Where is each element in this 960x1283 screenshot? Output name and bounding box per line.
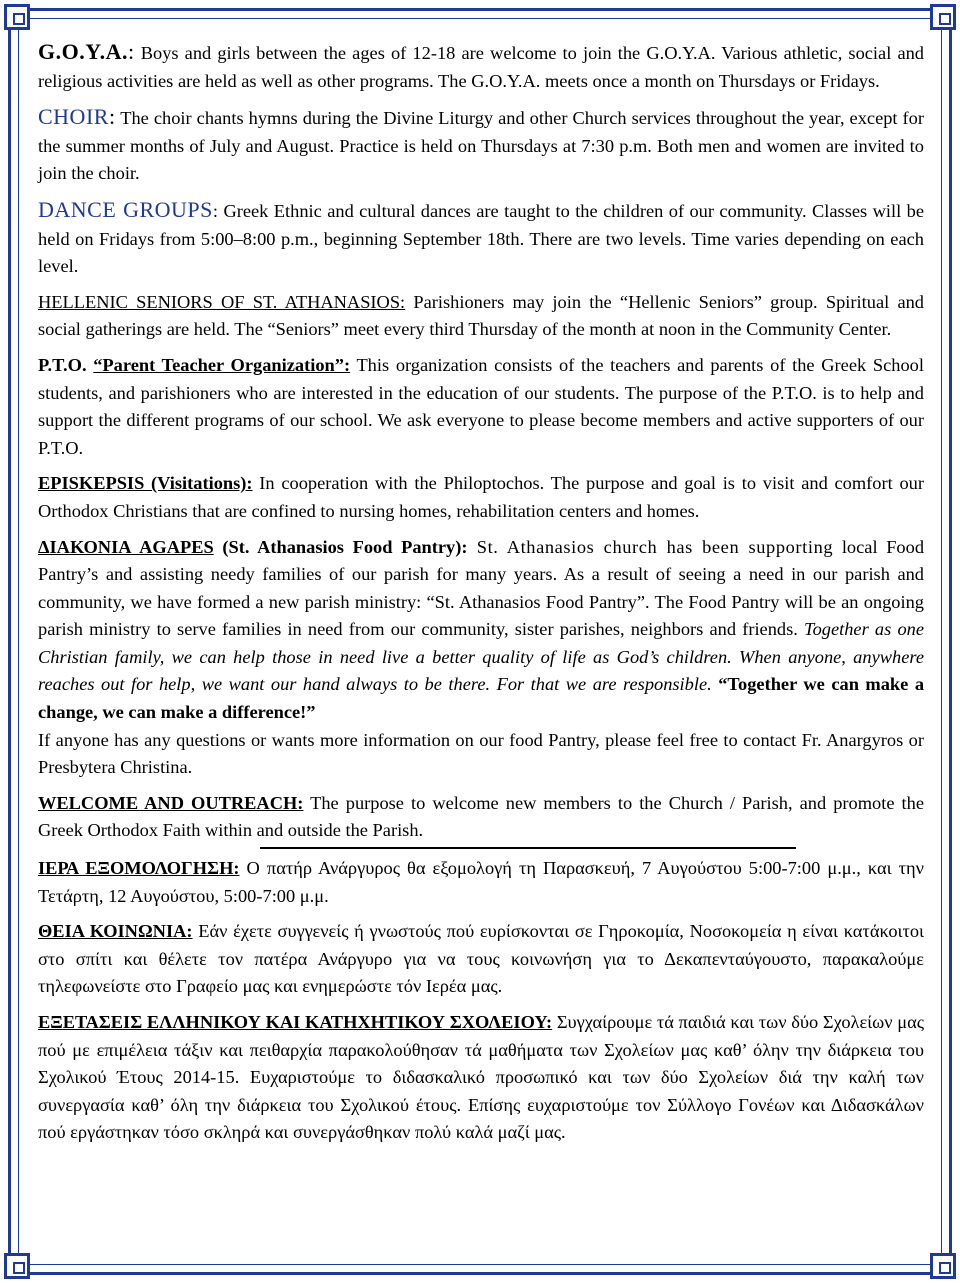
choir-colon: : bbox=[108, 104, 116, 130]
choir-text: The choir chants hymns during the Divine Liturgy and other Church services throughout the year, except for the summer months of July and August. Practice is held on Thursdays at 7:30 p.m. Both men and women are invited to join the choir. bbox=[38, 108, 924, 184]
section-welcome bbox=[38, 790, 924, 845]
confession-text: Ο πατήρ Ανάργυρος θα εξομολογή τη Παρασκευή, 7 Αυγούστου 5:00-7:00 μ.μ., και την Τετάρτη, 12 Αυγούστου, 5:00-7:00 μ.μ. bbox=[38, 858, 924, 906]
dance-colon: : bbox=[212, 200, 219, 221]
section-choir bbox=[38, 103, 924, 188]
goya-heading: G.O.Y.A. bbox=[38, 39, 128, 64]
goya-colon: : bbox=[127, 39, 135, 64]
diakonia-text-spaced: St. Athanasios church has been supporting bbox=[467, 536, 834, 557]
pto-heading-full: “Parent Teacher Organization”: bbox=[93, 354, 351, 375]
diakonia-italic: Together as one Christian family, we can help those in need live a better quality of life as God’s children. When anyone, anywhere reaches out for help, we want our hand always to be there. For that we are responsible. bbox=[38, 619, 924, 695]
section-exams bbox=[38, 1009, 924, 1147]
section-communion bbox=[38, 918, 924, 1001]
welcome-text: The purpose to welcome new members to the Church / Parish, and promote the Greek Orthodox Faith within and outside the Parish. bbox=[38, 792, 924, 841]
seniors-heading: HELLENIC SENIORS OF ST. ATHANASIOS: bbox=[38, 291, 406, 312]
diakonia-heading: ΔΙΑΚΟΝΙΑ AGAPES bbox=[38, 536, 214, 557]
exams-heading: ΕΞΕΤΑΣΕΙΣ ΕΛΛΗΝΙΚΟΥ ΚΑΙ ΚΑΤΗΧΗΤΙΚΟΥ ΣΧΟΛΕΙΟΥ: bbox=[38, 1012, 553, 1032]
section-episkepsis bbox=[38, 470, 924, 525]
corner-ornament-bottom-right bbox=[930, 1253, 956, 1279]
diakonia-bold: “Together we can make a change, we can make a difference!” bbox=[38, 674, 925, 723]
diakonia-text: local Food Pantry’s and assisting needy families of our parish for many years. As a result of seeing a need in our parish and community, we have formed a new parish ministry: “St. Athanasios Food Pantry”. The Food Pantry will be an ongoing parish ministry to serve families in need from our community, sister parishes, neighbors and friends. bbox=[38, 536, 925, 640]
diakonia-heading-paren: (St. Athanasios Food Pantry): bbox=[213, 536, 468, 557]
episkepsis-text: In cooperation with the Philoptochos. The purpose and goal is to visit and comfort our Orthodox Christians that are confined to nursing homes, rehabilitation centers and homes. bbox=[38, 473, 924, 521]
episkepsis-heading: EPISKEPSIS (Visitations): bbox=[38, 473, 253, 494]
exams-text: Συγχαίρουμε τά παιδιά και των δύο Σχολείων μας πού με επιμέλεια τάξιν και πειθαρχία παρακολούθησαν τά μαθήματα των Σχολείων μας καθ’ όλην την διάρκεια του Σχολικού Έτους 2014-15. Ευχαριστούμε το διδασκαλικό προσωπικό και των δύο Σχολείων διά την καλή των συνεργασία καθ’ όλη την διάρκεια του Σχολικού έτους. Επίσης ευχαριστούμε τον Σύλλογο Γονέων και Διδασκάλων πού εργάστηκαν τόσο σκληρά και συνεργάσθηκαν πολύ καλά μαζί μας. bbox=[38, 1012, 924, 1143]
corner-ornament-bottom-left bbox=[4, 1253, 30, 1279]
goya-text: Boys and girls between the ages of 12-18 are welcome to join the G.O.Y.A. Various athletic, social and religious activities are held as well as other programs. The G.O.Y.A. meets once a month on Thursdays or Fridays. bbox=[38, 43, 924, 91]
section-diakonia bbox=[38, 534, 924, 727]
choir-heading: CHOIR bbox=[38, 104, 109, 130]
section-seniors bbox=[38, 289, 924, 344]
divider-rule bbox=[260, 847, 796, 849]
communion-heading: ΘΕΙΑ ΚΟΙΝΩΝΙΑ: bbox=[38, 921, 193, 942]
section-dance bbox=[38, 196, 924, 281]
pto-text: This organization consists of the teachers and parents of the Greek School students, and parishioners who are interested in the education of our students. The purpose of the P.T.O. is to help and support the different programs of our school. We ask everyone to please become members and active supporters of our P.T.O. bbox=[38, 354, 924, 458]
corner-ornament-top-right bbox=[930, 4, 956, 30]
welcome-heading: WELCOME AND OUTREACH: bbox=[38, 792, 304, 813]
corner-ornament-top-left bbox=[4, 4, 30, 30]
section-confession bbox=[38, 855, 924, 910]
seniors-text: Parishioners may join the “Hellenic Seniors” group. Spiritual and social gatherings are held. The “Seniors” meet every third Thursday of the month at noon in the Community Center. bbox=[38, 291, 924, 340]
communion-text: Εάν έχετε συγγενείς ή γνωστούς πού ευρίσκονται σε Γηροκομία, Νοσοκομεία η είναι κατάκοιτοι στο σπίτι και θέλετε τον πατέρα Ανάργυρο για να τους κοινωνήση για το Δεκαπενταύγουστο, παρακαλούμε τηλεφωνείστε στο Γραφείο μας και ενημερώστε τόν Ιερέα μας. bbox=[38, 921, 925, 997]
section-goya bbox=[38, 38, 924, 95]
document-body bbox=[38, 38, 924, 1155]
confession-heading: ΙΕΡΑ ΕΞΟΜΟΛΟΓΗΣΗ: bbox=[38, 858, 240, 879]
dance-text: Greek Ethnic and cultural dances are taught to the children of our community. Classes will be held on Fridays from 5:00–8:00 p.m., beginning September 18th. There are two levels. Time varies depending on each level. bbox=[38, 200, 924, 277]
section-pto bbox=[38, 352, 924, 462]
pto-heading: P.T.O. bbox=[38, 354, 87, 375]
diakonia-contact: If anyone has any questions or wants more information on our food Pantry, please feel free to contact Fr. Anargyros or Presbytera Christina. bbox=[38, 729, 924, 778]
dance-heading: DANCE GROUPS bbox=[38, 196, 213, 222]
